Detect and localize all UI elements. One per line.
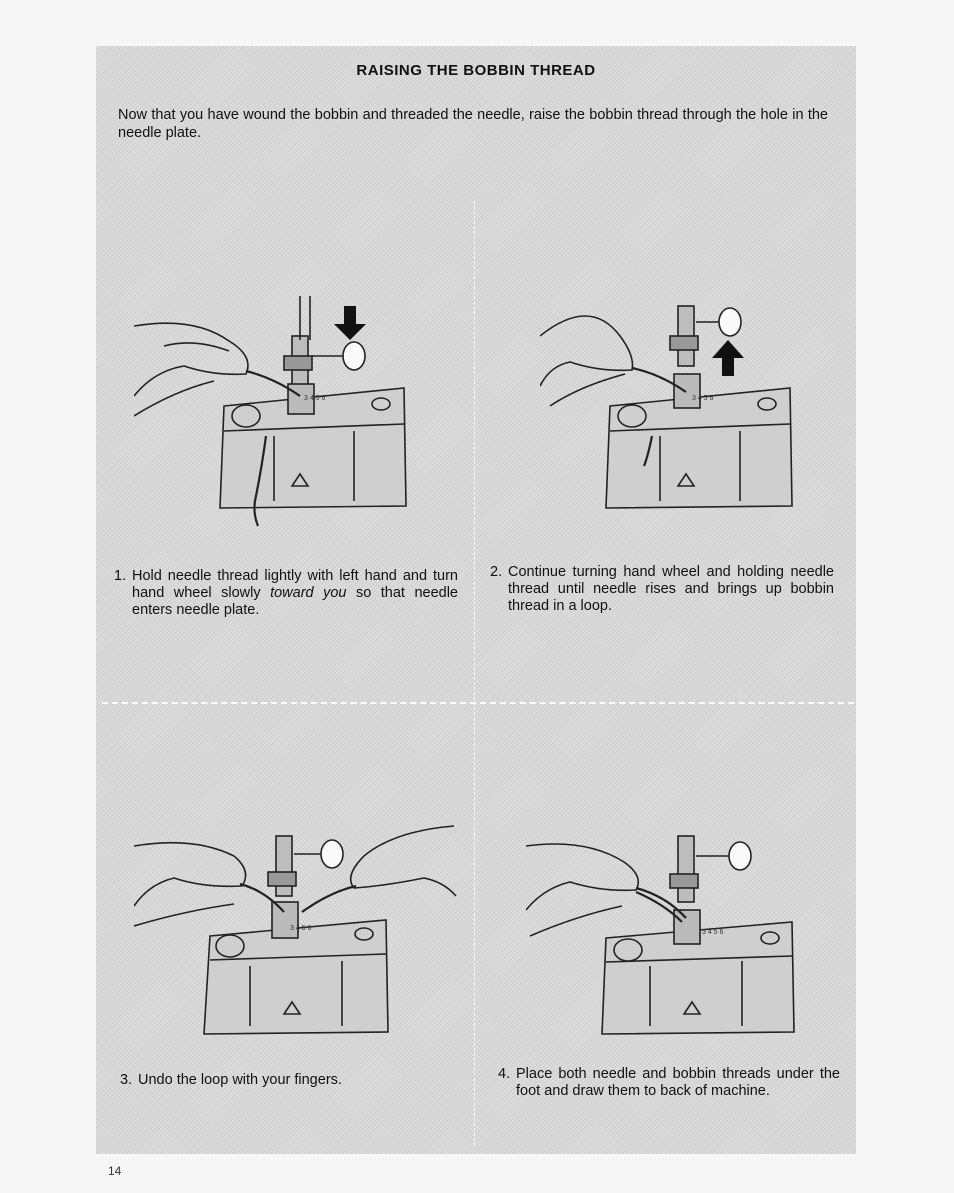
up-arrow-icon [712,340,744,376]
step-4-number: 4. [498,1066,511,1082]
step-2-caption: 2. Continue turning hand wheel and holding needle thread until needle rises and brings up bobbin thread in a loop. [490,564,834,614]
step-1-number: 1. [114,568,127,584]
figure-step-4 [526,816,816,1056]
horizontal-divider [102,702,854,704]
sewing-illustration-4 [526,816,816,1056]
page-title: RAISING THE BOBBIN THREAD [356,62,596,79]
sewing-illustration-3 [134,816,464,1056]
intro-paragraph: Now that you have wound the bobbin and threaded the needle, raise the bobbin thread through the hole in the needle plate. [118,107,828,141]
manual-page-panel [96,46,856,1154]
step-3-caption: 3. Undo the loop with your fingers. [120,1072,342,1088]
step-3-number: 3. [120,1072,133,1088]
plate-markings-2: 3 4 5 6 [692,395,714,402]
figure-step-1 [134,296,424,536]
plate-markings-3: 3 4 5 6 [290,925,312,932]
plate-markings-4: 3 4 5 6 [702,929,724,936]
vertical-divider [474,201,475,1146]
step-2-number: 2. [490,564,503,580]
step-1-caption: 1. Hold needle thread lightly with left hand and turn hand wheel slowly toward you so that needle enters needle plate. [114,568,458,618]
page-number: 14 [108,1164,122,1178]
step-4-caption: 4. Place both needle and bobbin threads under the foot and draw them to back of machine. [498,1066,840,1099]
figure-step-3 [134,816,464,1056]
down-arrow-icon [334,306,366,340]
step-1-emphasis: toward you [270,585,347,601]
sewing-illustration-2 [540,296,810,536]
sewing-illustration-1 [134,296,424,536]
figure-step-2 [540,296,810,536]
plate-markings-1: 3 4 5 6 [304,395,326,402]
